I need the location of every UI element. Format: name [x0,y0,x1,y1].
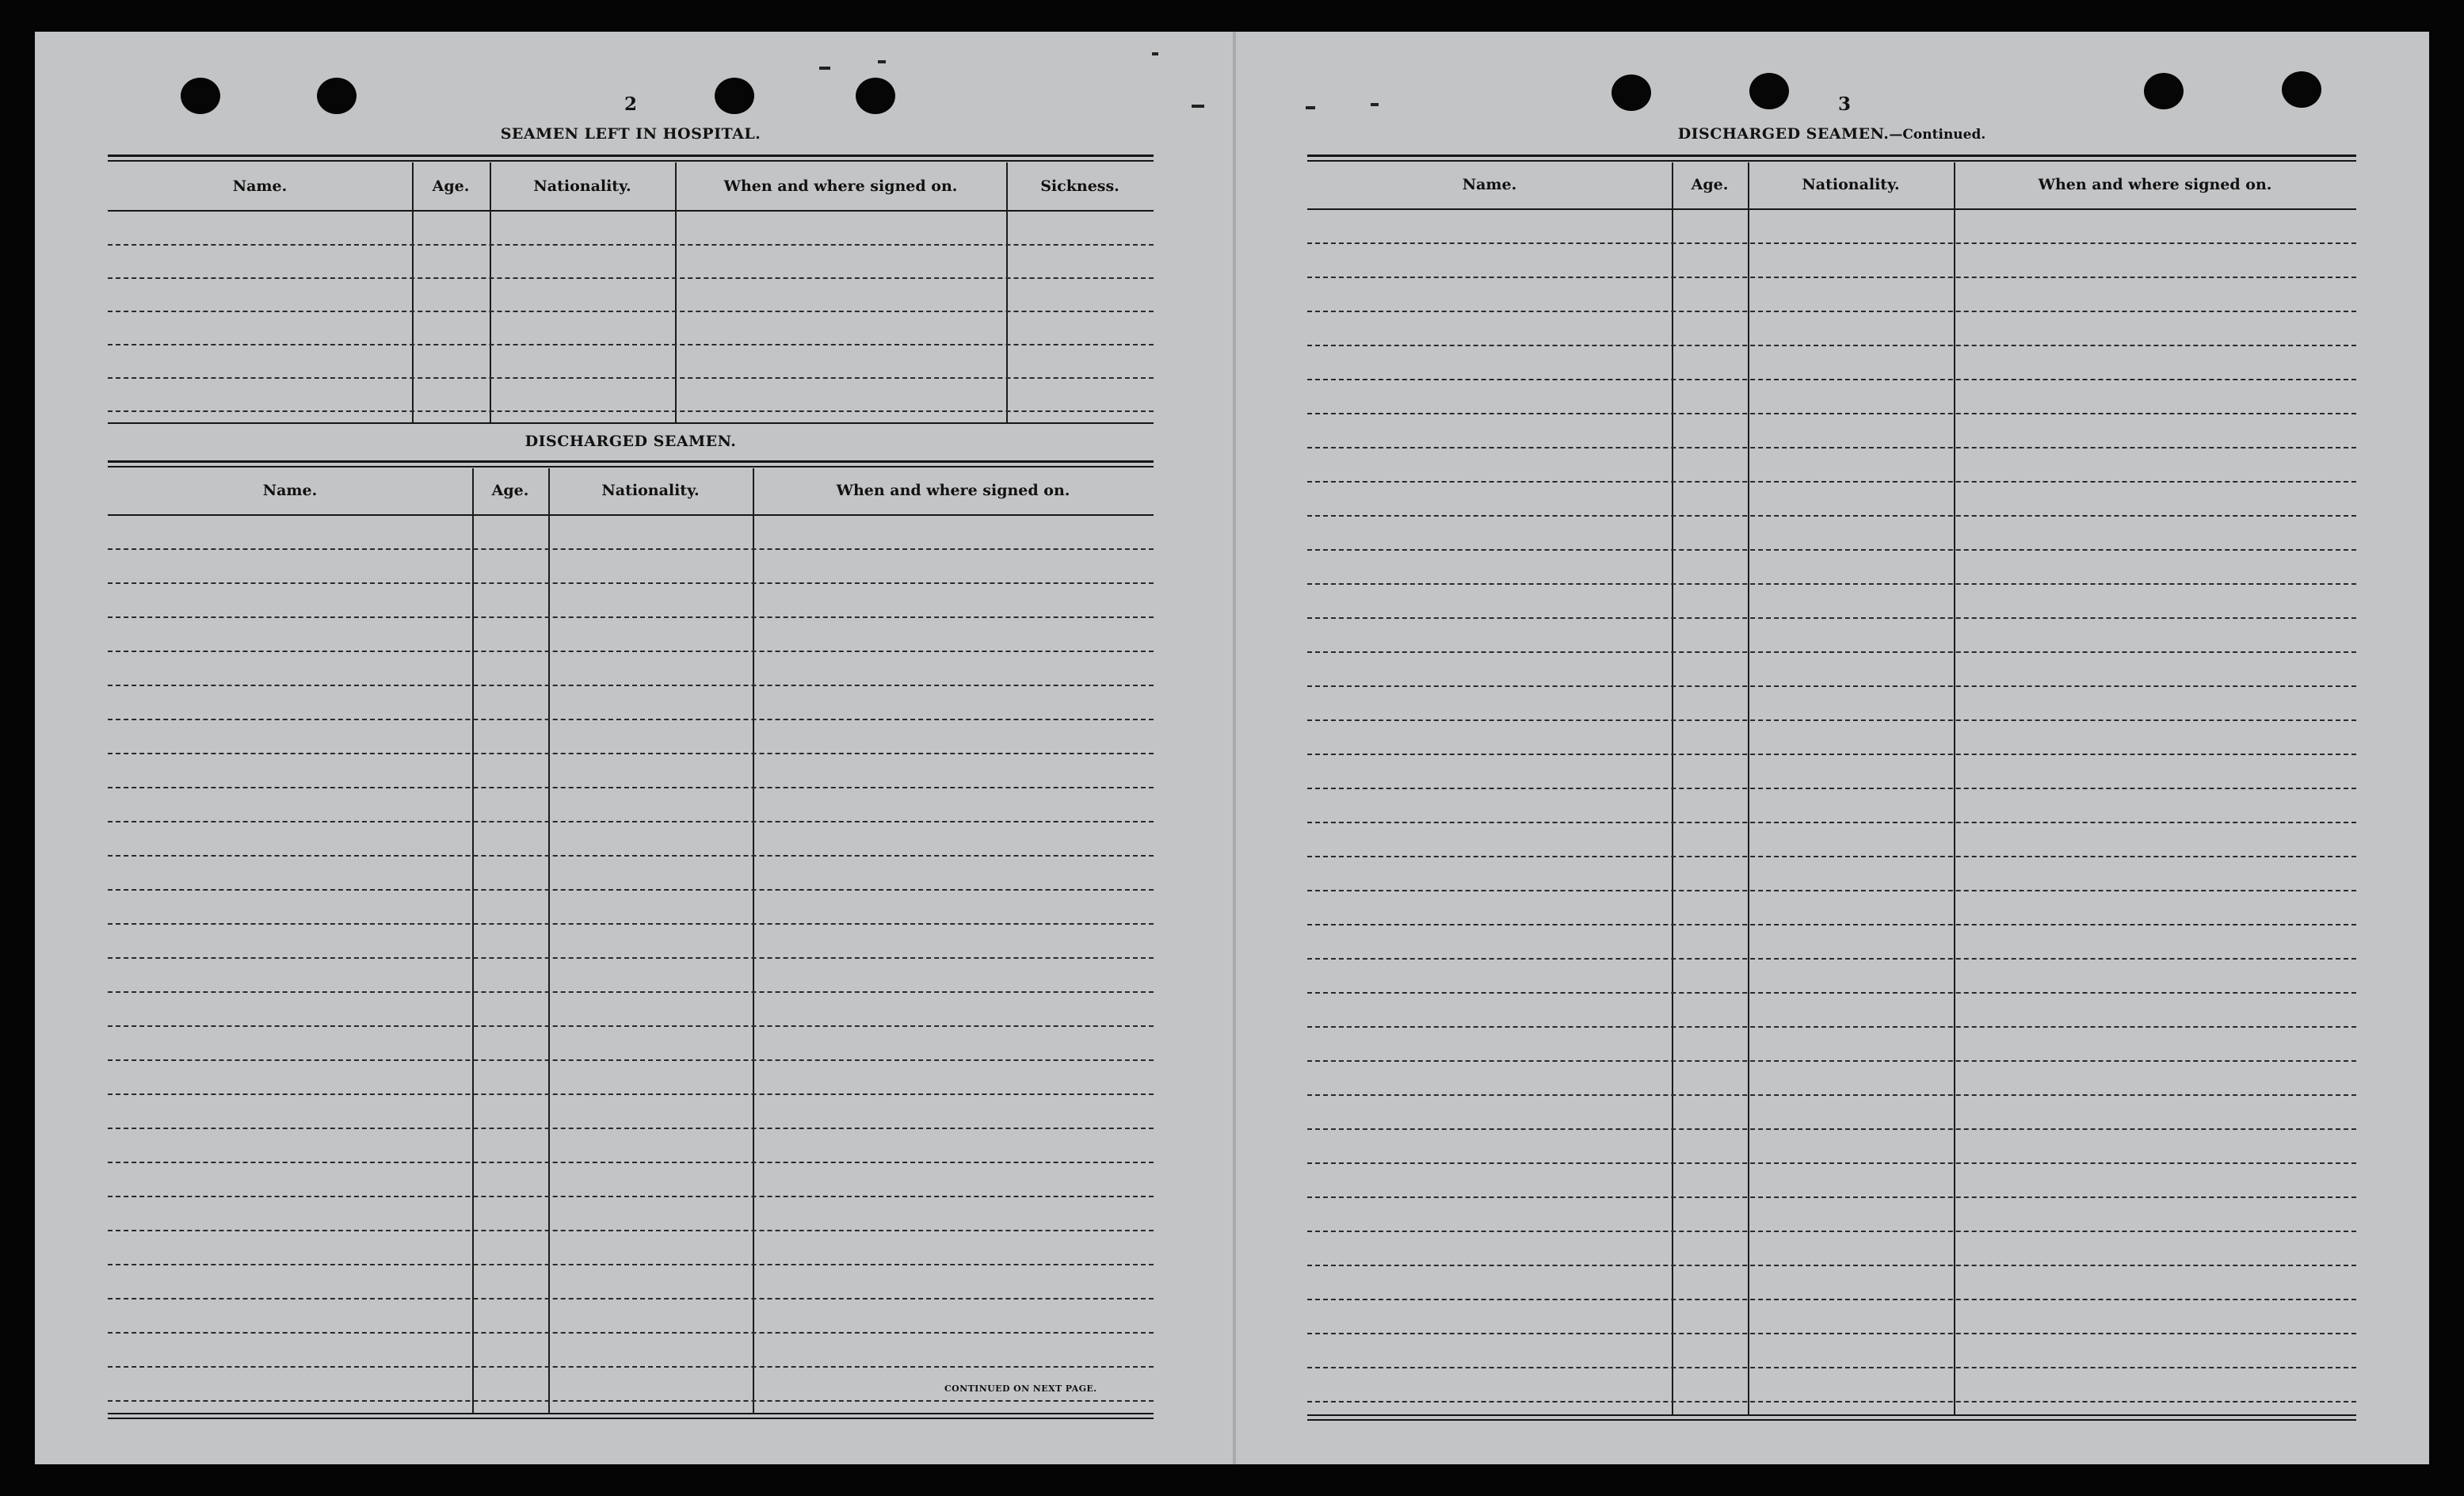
table-row[interactable] [108,277,1154,279]
column-header-age: Age. [432,177,470,195]
table-row[interactable] [108,1400,1154,1402]
punch-hole [2144,73,2184,109]
table-row[interactable] [108,311,1154,312]
table-row[interactable] [1307,481,2356,483]
table-row[interactable] [1307,1060,2356,1062]
table-row[interactable] [1307,1231,2356,1232]
table-row[interactable] [1307,1128,2356,1130]
table-row[interactable] [1307,856,2356,857]
table-row[interactable] [1307,379,2356,380]
column-divider [472,468,474,1413]
discharged-table-right [1307,155,2356,1430]
continued-footnote: CONTINUED ON NEXT PAGE. [944,1383,1097,1394]
column-header-name: Name. [232,177,288,195]
table-row[interactable] [108,1162,1154,1163]
punch-hole [2282,71,2321,108]
table-bottom-rule [1307,1419,2356,1421]
column-header-age: Age. [491,482,529,499]
table-row[interactable] [108,957,1154,959]
table-row[interactable] [108,244,1154,246]
table-row[interactable] [1307,447,2356,448]
table-row[interactable] [1307,958,2356,960]
column-header-signed-on: When and where signed on. [2038,176,2272,193]
table-top-rule [108,160,1154,162]
table-row[interactable] [108,1025,1154,1027]
table-row[interactable] [108,753,1154,754]
column-header-signed-on: When and where signed on. [723,177,958,195]
column-divider [548,468,550,1413]
table-row[interactable] [108,410,1154,412]
table-row[interactable] [1307,277,2356,278]
table-row[interactable] [1307,413,2356,414]
table-row[interactable] [108,923,1154,925]
table-row[interactable] [1307,1299,2356,1300]
table-row[interactable] [1307,1094,2356,1096]
discharged-section-title: DISCHARGED SEAMEN. [524,433,737,450]
table-row[interactable] [108,1332,1154,1334]
header-bottom-rule [1307,208,2356,210]
punch-hole [317,78,357,114]
table-row[interactable] [1307,651,2356,653]
ink-mark [1152,52,1158,55]
table-row[interactable] [108,685,1154,686]
table-row[interactable] [1307,345,2356,346]
table-row[interactable] [1307,1367,2356,1368]
table-row[interactable] [1307,617,2356,619]
table-row[interactable] [1307,1401,2356,1402]
table-row[interactable] [108,889,1154,891]
table-row[interactable] [108,1196,1154,1197]
punch-hole [856,78,895,114]
table-row[interactable] [108,991,1154,993]
ink-mark [1192,105,1204,108]
punch-hole [1612,74,1651,111]
table-row[interactable] [108,821,1154,822]
table-row[interactable] [1307,719,2356,721]
table-row[interactable] [1307,515,2356,517]
table-row[interactable] [1307,788,2356,789]
table-top-rule [108,155,1154,157]
header-bottom-rule [108,210,1154,212]
table-row[interactable] [1307,890,2356,891]
table-row[interactable] [108,582,1154,584]
table-bottom-rule [108,1413,1154,1414]
page-number-left: 2 [624,94,637,115]
table-row[interactable] [108,1230,1154,1231]
discharged-table-left [108,460,1154,1427]
table-row[interactable] [1307,992,2356,994]
column-header-nationality: Nationality. [601,482,700,499]
table-bottom-rule [108,1418,1154,1419]
table-top-rule [108,460,1154,463]
hospital-table [108,155,1154,464]
table-row[interactable] [1307,685,2356,687]
page-number-right: 3 [1837,94,1851,115]
table-row[interactable] [1307,924,2356,925]
table-row[interactable] [1307,822,2356,823]
table-row[interactable] [1307,754,2356,755]
table-row[interactable] [1307,1333,2356,1334]
section-title-text: DISCHARGED SEAMEN. [1677,125,1890,143]
table-row[interactable] [108,1093,1154,1095]
table-row[interactable] [1307,1196,2356,1198]
table-row[interactable] [1307,549,2356,551]
table-row[interactable] [108,651,1154,652]
column-header-nationality: Nationality. [533,177,631,195]
column-header-age: Age. [1691,176,1729,193]
column-divider [753,468,754,1413]
punch-hole [181,78,220,114]
ink-mark [819,67,830,70]
discharged-continued-title [1307,125,2356,143]
table-row[interactable] [108,548,1154,550]
ink-mark [878,60,886,63]
table-row[interactable] [1307,1162,2356,1164]
column-header-name: Name. [262,482,318,499]
table-row[interactable] [1307,242,2356,244]
column-header-sickness: Sickness. [1040,177,1119,195]
table-row[interactable] [108,1128,1154,1129]
page-fold [1233,32,1236,1464]
table-row[interactable] [108,377,1154,379]
table-row[interactable] [108,1264,1154,1265]
table-row[interactable] [1307,311,2356,312]
hospital-section-title: SEAMEN LEFT IN HOSPITAL. [500,125,761,143]
table-row[interactable] [108,787,1154,788]
table-row[interactable] [1307,1026,2356,1028]
column-header-nationality: Nationality. [1802,176,1900,193]
table-row[interactable] [108,719,1154,720]
punch-hole [715,78,754,114]
punch-hole [1749,73,1789,109]
table-bottom-rule [1307,1414,2356,1416]
table-row[interactable] [1307,583,2356,585]
column-header-name: Name. [1462,176,1517,193]
column-header-signed-on: When and where signed on. [836,482,1070,499]
table-top-rule [1307,155,2356,157]
table-row[interactable] [108,616,1154,618]
table-row[interactable] [108,344,1154,345]
table-bottom-rule [108,422,1154,424]
header-bottom-rule [108,514,1154,516]
section-title-suffix: —Continued. [1889,127,1986,143]
table-row[interactable] [108,855,1154,857]
ink-mark [1306,106,1315,109]
ink-mark [1371,103,1379,106]
table-row[interactable] [1307,1265,2356,1266]
document-sheet [35,32,2429,1464]
table-row[interactable] [108,1059,1154,1061]
table-row[interactable] [108,1366,1154,1368]
table-row[interactable] [108,1298,1154,1299]
